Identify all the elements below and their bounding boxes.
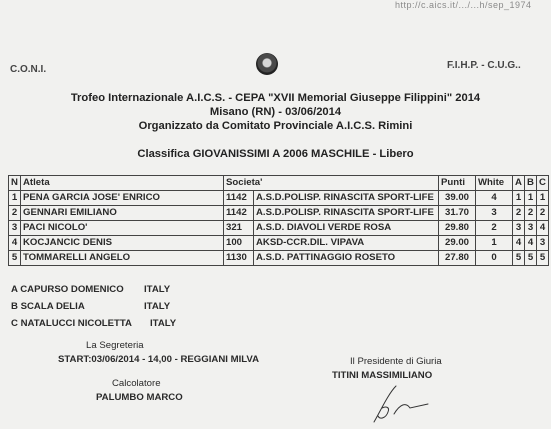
judge-letter: C	[11, 318, 18, 329]
cell-a: 5	[513, 251, 525, 266]
judge-letter: B	[11, 301, 18, 312]
cell-n: 1	[9, 191, 21, 206]
cell-white: 0	[476, 251, 513, 266]
cell-c: 3	[537, 236, 549, 251]
judge-country: ITALY	[150, 318, 177, 329]
cell-code: 1142	[224, 206, 254, 221]
segreteria-label: La Segreteria	[86, 340, 144, 351]
judge-country: ITALY	[144, 284, 171, 295]
cell-code: 1130	[224, 251, 254, 266]
cell-c: 2	[537, 206, 549, 221]
col-atleta: Atleta	[21, 176, 224, 191]
cell-atleta: TOMMARELLI ANGELO	[21, 251, 224, 266]
col-societa: Societa'	[224, 176, 439, 191]
judge-b	[11, 301, 171, 312]
cell-b: 5	[525, 251, 537, 266]
cell-a: 4	[513, 236, 525, 251]
table-row	[9, 251, 549, 266]
event-organizer: Organizzato da Comitato Provinciale A.I.C.S. Rimini	[138, 120, 413, 132]
aics-logo-icon	[256, 53, 278, 75]
cell-white: 1	[476, 236, 513, 251]
cell-c: 1	[537, 191, 549, 206]
cell-a: 3	[513, 221, 525, 236]
cell-n: 5	[9, 251, 21, 266]
judge-name: NATALUCCI NICOLETTA	[20, 318, 132, 329]
presidente-label: Il Presidente di Giuria	[350, 356, 442, 367]
cell-code: 1142	[224, 191, 254, 206]
col-c: C	[537, 176, 549, 191]
cell-white: 4	[476, 191, 513, 206]
cell-b: 3	[525, 221, 537, 236]
col-punti: Punti	[439, 176, 476, 191]
col-n: N	[9, 176, 21, 191]
judge-c	[11, 318, 177, 329]
cell-a: 1	[513, 191, 525, 206]
classification-title: Classifica GIOVANISSIMI A 2006 MASCHILE - Libero	[137, 148, 414, 160]
table-row	[9, 191, 549, 206]
judge-letter: A	[11, 284, 18, 295]
presidente-name: TITINI MASSIMILIANO	[332, 370, 433, 381]
cell-n: 3	[9, 221, 21, 236]
judge-name: SCALA DELIA	[20, 301, 85, 312]
cell-n: 4	[9, 236, 21, 251]
results-table	[8, 175, 549, 266]
cell-societa: A.S.D.POLISP. RINASCITA SPORT-LIFE	[254, 191, 439, 206]
cell-societa: A.S.D. PATTINAGGIO ROSETO	[254, 251, 439, 266]
table-row	[9, 206, 549, 221]
segreteria-value: START:03/06/2014 - 14,00 - REGGIANI MILVA	[58, 354, 259, 365]
judge-name: CAPURSO DOMENICO	[20, 284, 124, 295]
cell-societa: AKSD-CCR.DIL. VIPAVA	[254, 236, 439, 251]
cell-code: 100	[224, 236, 254, 251]
table-header-row	[9, 176, 549, 191]
cell-atleta: PENA GARCIA JOSE' ENRICO	[21, 191, 224, 206]
event-location-date: Misano (RN) - 03/06/2014	[209, 106, 342, 118]
cell-a: 2	[513, 206, 525, 221]
cell-b: 2	[525, 206, 537, 221]
cell-n: 2	[9, 206, 21, 221]
cell-atleta: KOCJANCIC DENIS	[21, 236, 224, 251]
cell-code: 321	[224, 221, 254, 236]
col-white: White	[476, 176, 513, 191]
cell-atleta: GENNARI EMILIANO	[21, 206, 224, 221]
calcolatore-label: Calcolatore	[112, 378, 161, 389]
judge-country: ITALY	[144, 301, 171, 312]
calcolatore-name: PALUMBO MARCO	[96, 392, 183, 403]
cell-atleta: PACI NICOLO'	[21, 221, 224, 236]
handwritten-signature	[366, 382, 436, 426]
cell-white: 3	[476, 206, 513, 221]
coni-label: C.O.N.I.	[10, 64, 47, 75]
event-title: Trofeo Internazionale A.I.C.S. - CEPA "XVII Memorial Giuseppe Filippini" 2014	[70, 92, 481, 104]
col-a: A	[513, 176, 525, 191]
cell-b: 4	[525, 236, 537, 251]
cell-punti: 31.70	[439, 206, 476, 221]
col-b: B	[525, 176, 537, 191]
table-row	[9, 221, 549, 236]
cell-white: 2	[476, 221, 513, 236]
cell-c: 5	[537, 251, 549, 266]
table-row	[9, 236, 549, 251]
url-fragment: http://c.aics.it/.../...h/sep_1974	[395, 0, 532, 10]
cell-b: 1	[525, 191, 537, 206]
cell-punti: 39.00	[439, 191, 476, 206]
cell-societa: A.S.D.POLISP. RINASCITA SPORT-LIFE	[254, 206, 439, 221]
cell-punti: 29.80	[439, 221, 476, 236]
cell-punti: 27.80	[439, 251, 476, 266]
fihp-label: F.I.H.P. - C.U.G..	[447, 60, 521, 71]
cell-punti: 29.00	[439, 236, 476, 251]
cell-c: 4	[537, 221, 549, 236]
judge-a	[11, 284, 171, 295]
cell-societa: A.S.D. DIAVOLI VERDE ROSA	[254, 221, 439, 236]
